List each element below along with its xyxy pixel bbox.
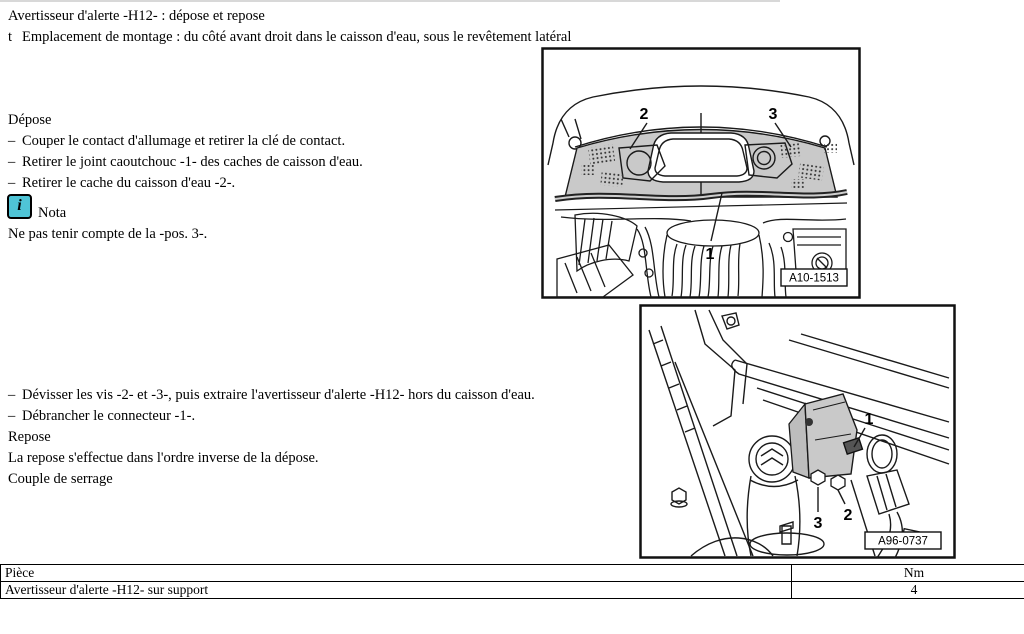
step-text: Retirer le joint caoutchouc -1- des caches de caisson d'eau. [22, 154, 363, 170]
callout-1: 1 [864, 411, 874, 428]
page-title: Avertisseur d'alerte -H12- : dépose et repose [8, 8, 265, 24]
figure-code-box [781, 269, 847, 286]
location-marker: t [8, 29, 13, 45]
bullet-dash: – [8, 387, 16, 403]
torque-heading: Couple de serrage [8, 471, 113, 487]
figure-code-label: A10-1513 [789, 272, 839, 285]
torque-row-nm: 4 [792, 582, 1024, 599]
location-text: Emplacement de montage : du côté avant droit dans le caisson d'eau, sous le revêtement latéral [22, 29, 572, 45]
step-line [8, 131, 345, 151]
depose-heading: Dépose [8, 112, 52, 128]
bullet-dash: – [8, 175, 16, 191]
step-text: Débrancher le connecteur -1-. [22, 408, 196, 424]
top-edge-artifact [0, 0, 780, 2]
callout-2: 2 [639, 106, 649, 123]
torque-row-piece: Avertisseur d'alerte -H12- sur support [1, 582, 792, 599]
figure-waterbox-closeup [639, 304, 956, 559]
step-line [8, 385, 535, 405]
bullet-dash: – [8, 408, 16, 424]
torque-table-header-row [1, 565, 1024, 582]
callout-1: 1 [705, 246, 715, 263]
figure-code-box [865, 532, 941, 549]
column-header-piece: Pièce [1, 565, 792, 582]
torque-table [0, 564, 1024, 599]
mounting-location-line [8, 27, 571, 47]
step-line [8, 173, 235, 193]
step-line [8, 152, 363, 172]
callout-3: 3 [813, 515, 823, 532]
repose-heading: Repose [8, 429, 51, 445]
repose-text: La repose s'effectue dans l'ordre inverse de la dépose. [8, 450, 319, 466]
bullet-dash: – [8, 154, 16, 170]
bullet-dash: – [8, 133, 16, 149]
nota-text: Ne pas tenir compte de la -pos. 3-. [8, 226, 208, 242]
figure-a10-1513-drawing [541, 47, 861, 299]
step-text: Dévisser les vis -2- et -3-, puis extraire l'avertisseur d'alerte -H12- hors du caisson d'eau. [22, 387, 535, 403]
step-text: Couper le contact d'allumage et retirer la clé de contact. [22, 133, 346, 149]
nota-label: Nota [38, 205, 67, 221]
figure-a96-0737-drawing [639, 304, 956, 559]
step-line [8, 406, 195, 426]
step-text: Retirer le cache du caisson d'eau -2-. [22, 175, 236, 191]
figure-code-label: A96-0737 [878, 535, 928, 548]
table-row [1, 582, 1024, 599]
figure-engine-bay-overview [541, 47, 861, 299]
column-header-nm: Nm [792, 565, 1024, 582]
info-icon: i [7, 194, 32, 219]
callout-3: 3 [768, 106, 778, 123]
callout-2: 2 [843, 507, 853, 524]
